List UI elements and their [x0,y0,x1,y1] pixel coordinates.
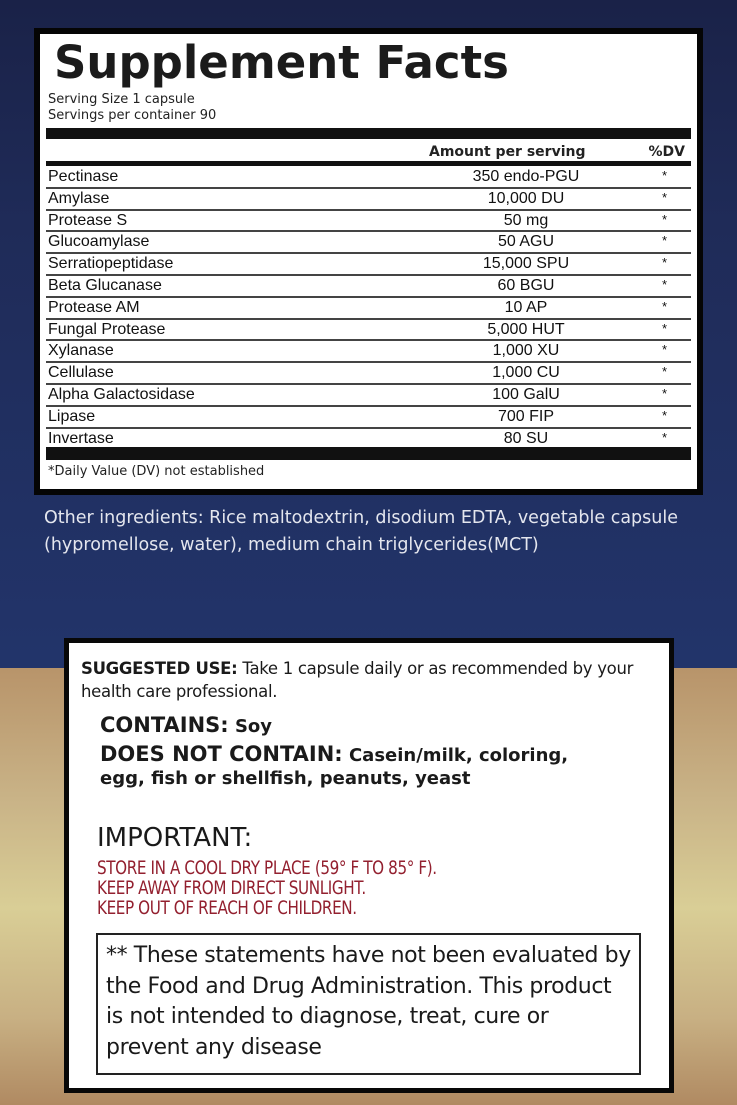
ingredient-dv: * [661,189,667,205]
warnings [97,858,437,918]
ingredient-dv: * [661,168,667,183]
ingredient-dv: * [661,233,667,249]
table-row [46,341,691,363]
ingredient-name: Fungal Protease [48,320,166,338]
table-row [46,385,691,407]
ingredient-amount: 350 endo-PGU [472,168,580,185]
important-heading: IMPORTANT: [97,823,253,853]
ingredient-dv: * [661,298,667,314]
ingredient-table [46,167,691,450]
ingredient-dv: * [661,342,667,358]
table-row [46,232,691,254]
table-row [46,407,691,429]
ingredient-name: Lipase [48,407,96,425]
ingredient-dv: * [661,385,667,401]
ingredient-amount: 60 BGU [497,276,555,294]
suggested-use-text: Take 1 capsule daily or as recommended by your health care professional. [81,659,634,701]
ingredient-amount: 10 AP [504,298,548,316]
col-amount: Amount per serving [429,144,586,160]
usage-panel [64,638,674,1093]
supplement-facts-panel [34,28,703,495]
other-ingredients: Other ingredients: Rice maltodextrin, disodium EDTA, vegetable capsule (hypromellose, water), medium chain triglycerides(MCT) [44,508,678,555]
table-row [46,276,691,298]
contains [100,713,272,737]
suggested-use [81,657,671,703]
contains-label: CONTAINS: [100,713,229,737]
ingredient-amount: 100 GalU [492,385,560,403]
ingredient-amount: 10,000 DU [487,189,565,207]
ingredient-name: Invertase [48,429,114,447]
does-not-contain-value: Casein/milk, coloring, egg, fish or shellfish, peanuts, yeast [100,745,569,789]
ingredient-name: Glucoamylase [48,233,150,251]
ingredient-amount: 50 mg [503,211,549,229]
warning-line: KEEP AWAY FROM DIRECT SUNLIGHT. [97,877,366,899]
table-row [46,254,691,276]
ingredient-amount: 50 AGU [497,233,555,251]
servings-per-container: Servings per container 90 [48,108,217,123]
ingredient-amount: 5,000 HUT [487,320,565,338]
table-row [46,320,691,342]
ingredient-dv: * [661,211,667,227]
panel-title: Supplement Facts [54,36,509,89]
table-row [46,211,691,233]
divider [46,447,691,460]
warning-line: KEEP OUT OF REACH OF CHILDREN. [97,897,357,919]
ingredient-dv: * [661,320,667,336]
col-dv: %DV [648,144,685,160]
footnote: *Daily Value (DV) not established [48,464,265,479]
ingredient-name: Beta Glucanase [48,276,162,294]
ingredient-dv: * [661,364,667,380]
table-row [46,298,691,320]
ingredient-dv: * [661,407,667,423]
table-header [46,141,691,161]
ingredient-name: Serratiopeptidase [48,255,174,273]
table-row [46,167,691,189]
ingredient-amount: 700 FIP [497,407,555,425]
ingredient-dv: * [661,255,667,271]
ingredient-name: Pectinase [48,168,119,185]
suggested-use-label: SUGGESTED USE: [81,659,238,678]
ingredient-name: Alpha Galactosidase [48,385,195,403]
ingredient-amount: 15,000 SPU [482,255,570,273]
ingredient-name: Xylanase [48,342,114,360]
serving-size: Serving Size 1 capsule [48,92,195,107]
ingredient-name: Protease S [48,211,128,229]
warning-line: STORE IN A COOL DRY PLACE (59° F TO 85° F). [97,857,437,879]
table-row [46,189,691,211]
ingredient-name: Amylase [48,189,110,207]
contains-value: Soy [228,716,273,737]
table-row [46,363,691,385]
does-not-contain [100,743,570,790]
ingredient-amount: 80 SU [503,429,549,447]
ingredient-dv: * [661,429,667,445]
ingredient-name: Protease AM [48,298,140,316]
divider [46,128,691,139]
divider [46,161,691,166]
fda-disclaimer: ** These statements have not been evaluated by the Food and Drug Administration. This product is not intended to diagnose, treat, cure or prevent any disease [96,933,641,1075]
ingredient-dv: * [661,276,667,292]
does-not-contain-label: DOES NOT CONTAIN: [100,742,343,766]
ingredient-amount: 1,000 XU [492,342,560,360]
ingredient-name: Cellulase [48,364,114,382]
ingredient-amount: 1,000 CU [492,364,560,382]
